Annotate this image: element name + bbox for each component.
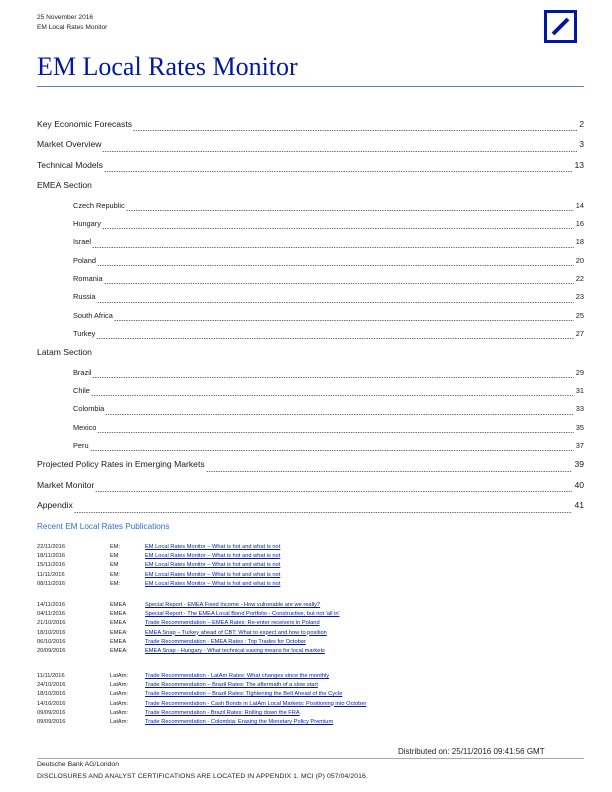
toc-entry-page: 13 [574,159,584,170]
toc-entry-label: Peru [73,441,89,451]
publication-date: 22/11/2016 [37,544,66,550]
publication-row [37,681,577,690]
publication-date: 11/11/2016 [37,571,65,578]
toc-entry-page: 40 [574,479,584,490]
publication-date: 21/10/2016 [37,620,66,627]
toc-entry[interactable] [37,136,584,156]
publication-link[interactable]: Trade Recommendation - Brazil Rates: Rolling down the FRA [145,709,300,716]
toc-leader-dots [90,450,574,451]
publication-date: 09/09/2016 [37,709,66,716]
publication-group [37,601,577,656]
toc-entry-label: Israel [73,237,92,247]
publication-region: LatAm: [110,700,129,707]
publication-row [37,647,577,656]
publication-group [37,672,577,727]
toc-entry-label: Appendix [37,500,73,511]
publication-group [37,543,577,589]
publication-row [37,552,577,561]
publication-date: 18/10/2016 [37,691,66,698]
publication-link[interactable]: Special Report - EMEA Fixed Income - How vulnerable are we really? [145,602,321,608]
table-of-contents [37,116,584,518]
publication-row [37,638,577,647]
toc-leader-dots [91,395,574,396]
distribution-stamp: Distributed on: 25/11/2016 09:41:56 GMT [398,747,545,756]
toc-entry[interactable] [37,420,584,438]
publication-region: LatAm: [110,718,129,725]
toc-leader-dots [126,210,574,211]
publication-region: EMEA [110,611,127,618]
footer-disclosure: DISCLOSURES AND ANALYST CERTIFICATIONS ARE LOCATED IN APPENDIX 1. MCI (P) 057/04/2016. [37,773,368,780]
publication-date: 04/11/2016 [37,611,66,618]
publication-date: 24/10/2016 [37,682,66,689]
toc-entry-page: 25 [575,310,584,320]
publication-row [37,690,577,699]
toc-leader-dots [96,338,574,339]
toc-leader-dots [97,265,574,266]
publication-link[interactable]: Trade Recommendation – EMEA Rates: Re-enter receivers in Poland [145,620,320,627]
toc-entry[interactable] [37,271,584,289]
toc-leader-dots [104,171,572,172]
toc-entry[interactable] [37,253,584,271]
toc-entry-label: Poland [73,255,97,265]
toc-leader-dots [133,130,577,131]
toc-entry[interactable] [37,198,584,216]
publication-date: 20/09/2016 [37,647,66,654]
toc-entry-page: 27 [575,328,584,338]
publication-link[interactable]: EM Local Rates Monitor – What is hot and what is not [145,553,281,560]
publication-date: 18/10/2016 [37,629,66,636]
publication-region: LatAm: [110,709,129,716]
toc-leader-dots [206,471,572,472]
toc-entry-label: Market Overview [37,139,102,150]
publication-date: 14/11/2016 [37,602,66,608]
publication-row [37,580,577,589]
report-date: 25 November 2016 [37,14,94,21]
footer-divider [37,758,584,759]
toc-entry-page: 20 [575,255,584,265]
toc-entry-label: Brazil [73,367,92,377]
publication-row [37,718,577,727]
toc-entry-label: Mexico [73,422,97,432]
toc-leader-dots [114,320,574,321]
publication-region: EMEA: [110,629,128,636]
toc-entry-label: Projected Policy Rates in Emerging Markets [37,459,205,470]
toc-entry[interactable] [37,477,584,497]
toc-entry[interactable] [37,326,584,344]
publication-link[interactable]: EM Local Rates Monitor – What is hot and what is not [145,562,281,569]
toc-entry-label: Colombia [73,404,105,414]
toc-entry-page: 35 [575,422,584,432]
toc-entry-page: 31 [575,386,584,396]
publication-date: 08/11/2016 [37,580,66,587]
toc-entry-page: 37 [575,441,584,451]
publication-link[interactable]: EM Local Rates Monitor – What is hot and what is not [145,580,281,587]
toc-entry-label: Czech Republic [73,200,125,210]
publication-link[interactable]: Trade Recommendation - Cash Bonds in LatAm Local Markets: Positioning into October [145,700,367,707]
toc-entry-page: 23 [575,292,584,302]
publication-link[interactable]: EMEA Snap – Turkey ahead of CBT: What to expect and how to position [145,629,327,636]
publication-region: LatAm: [110,682,129,689]
toc-entry[interactable] [37,308,584,326]
publication-row [37,619,577,628]
toc-entry-page: 16 [575,218,584,228]
publication-link[interactable]: Trade Recommendation – Brazil Rates: The aftermath of a slow start [145,682,318,689]
toc-leader-dots [92,247,574,248]
publication-region: EM: [110,580,121,587]
toc-entry[interactable] [37,497,584,517]
toc-entry-label: Russia [73,292,96,302]
toc-entry[interactable] [37,456,584,476]
publication-date: 11/11/2016 [37,673,65,679]
toc-entry-page: 22 [575,273,584,283]
publication-link[interactable]: EM Local Rates Monitor – What is hot and what is not [145,571,281,578]
toc-entry[interactable] [37,234,584,252]
toc-entry[interactable] [37,383,584,401]
toc-entry-label: South Africa [73,310,113,320]
toc-leader-dots [105,414,574,415]
publication-row [37,672,577,681]
toc-leader-dots [97,432,574,433]
toc-entry-label: Romania [73,273,103,283]
publication-date: 18/11/2016 [37,553,66,560]
toc-entry[interactable] [37,365,584,383]
toc-entry-label: Turkey [73,328,96,338]
footer-company: Deutsche Bank AG/London [37,761,119,768]
deutsche-bank-logo-icon [544,10,577,43]
publication-region: LatAm: [110,691,129,698]
publication-row [37,610,577,619]
publication-region: EM [110,562,119,569]
publication-region: LatAm: [110,673,129,679]
publication-region: EM: [110,571,121,578]
publication-link[interactable]: Trade Recommendation – Brazil Rates: Tightening the Belt Ahead of the Cycle [145,691,343,698]
toc-entry[interactable] [37,116,584,136]
publication-date: 15/11/2016 [37,562,66,569]
publication-row [37,629,577,638]
publication-link[interactable]: EM Local Rates Monitor – What is hot and what is not [145,544,281,550]
page-title: EM Local Rates Monitor [37,52,298,81]
toc-section-heading: EMEA Section [37,180,92,191]
toc-entry[interactable] [37,289,584,307]
publication-row [37,700,577,709]
publication-link[interactable]: EMEA Snap - Hungary - What technical easing means for local markets [145,647,325,654]
toc-leader-dots [74,512,572,513]
publication-date: 14/10/2016 [37,700,66,707]
report-series-name: EM Local Rates Monitor [37,24,108,31]
toc-entry-page: 41 [574,500,584,511]
publication-date: 06/10/2016 [37,638,66,645]
toc-entry-label: Market Monitor [37,479,95,490]
toc-entry[interactable] [37,438,584,456]
recent-publications-title: Recent EM Local Rates Publications [37,522,170,531]
toc-entry-page: 18 [575,237,584,247]
toc-section-heading: Latam Section [37,347,92,358]
publication-row [37,601,577,610]
toc-entry-label: Key Economic Forecasts [37,119,133,129]
toc-entry[interactable] [37,157,584,177]
toc-leader-dots [102,151,577,152]
publication-link[interactable]: Trade Recommendation - LatAm Rates: What changes since the monthly [145,673,330,679]
publication-link[interactable]: Special Report - The EMEA Local Bond Portfolio - Constructive, but not 'all in' [145,611,340,618]
publication-date: 09/09/2016 [37,718,66,725]
publication-region: EM: [110,544,121,550]
toc-entry-page: 14 [575,200,584,210]
publication-region: EMEA [110,602,127,608]
publication-region: EMEA: [110,647,128,654]
title-divider [37,86,584,87]
publication-link[interactable]: Trade Recommendation - EMEA Rates : Top Trades for October [145,638,306,645]
publication-region: EM [110,553,119,560]
toc-entry-label: Hungary [73,218,101,228]
toc-entry-page: 2 [579,119,584,129]
publication-region: EMEA [110,638,127,645]
toc-entry-page: 39 [574,459,584,470]
publication-row [37,543,577,552]
publication-row [37,571,577,580]
publication-region: EMEA [110,620,127,627]
toc-leader-dots [97,302,574,303]
toc-leader-dots [104,283,574,284]
toc-entry-page: 29 [575,367,584,377]
toc-leader-dots [102,228,574,229]
toc-entry[interactable] [37,401,584,419]
toc-entry-label: Technical Models [37,159,103,170]
publication-link[interactable]: Trade Recommendation - Colombia: Erasing the Monetary Policy Premium [145,718,334,725]
toc-entry-page: 33 [575,404,584,414]
report-header-meta [37,13,107,33]
publication-row [37,709,577,718]
publication-row [37,561,577,570]
toc-leader-dots [95,491,572,492]
toc-leader-dots [92,377,574,378]
toc-entry[interactable] [37,216,584,234]
toc-entry-label: Chile [73,386,90,396]
toc-entry-page: 3 [579,139,584,150]
